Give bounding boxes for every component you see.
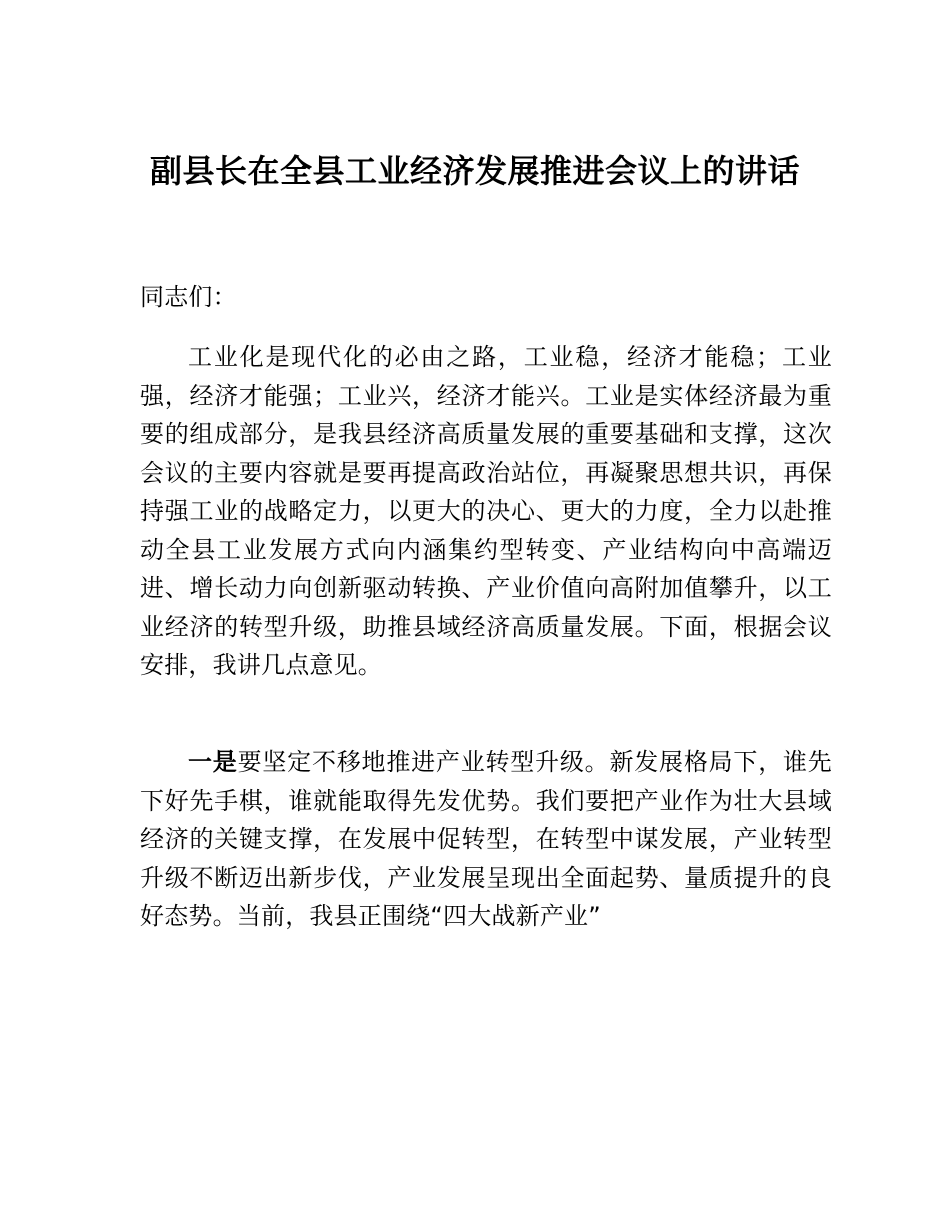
paragraph-intro — [140, 338, 832, 685]
document-title: 副县长在全县工业经济发展推进会议上的讲话 — [149, 152, 800, 190]
paragraph-text: 要坚定不移地推进产业转型升级。新发展格局下，谁先下好先手棋，谁就能取得先发优势。我们要把产业作为壮大县域经济的关键支撑，在发展中促转型，在转型中谋发展，产业转型升级不断迈出新步伐，产业发展呈现出全面起势、量质提升的良好态势。当前，我县正围绕“四大战新产业” — [140, 748, 832, 930]
paragraph-lead: 一是 — [188, 748, 238, 776]
greeting: 同志们： — [140, 283, 237, 311]
paragraph-point-one — [140, 743, 832, 936]
paragraph-text: 工业化是现代化的必由之路，工业稳，经济才能稳；工业强，经济才能强；工业兴，经济才能兴。工业是实体经济最为重要的组成部分，是我县经济高质量发展的重要基础和支撑，这次会议的主要内容就是要再提高政治站位，再凝聚思想共识，再保持强工业的战略定力，以更大的决心、更大的力度，全力以赴推动全县工业发展方式向内涵集约型转变、产业结构向中高端迈进、增长动力向创新驱动转换、产业价值向高附加值攀升，以工业经济的转型升级，助推县域经济高质量发展。下面，根据会议安排，我讲几点意见。 — [140, 343, 832, 679]
